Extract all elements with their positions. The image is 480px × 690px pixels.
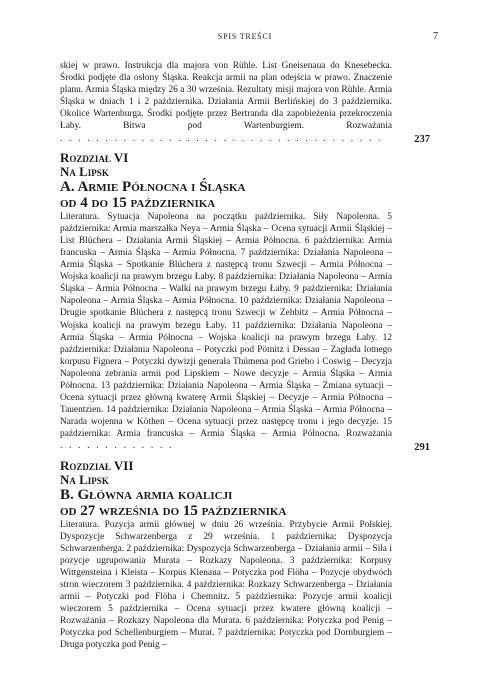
entry-text	[60, 519, 430, 652]
toc-entry	[60, 459, 430, 652]
running-header	[60, 31, 438, 46]
part-title: Na Lipsk	[60, 163, 109, 179]
section-title: B. Główna armia koalicji	[60, 486, 233, 503]
toc-entry	[60, 60, 430, 145]
date-range: od 27 września do 15 października	[60, 502, 287, 519]
chapter-heading: Rozdział VI	[60, 149, 129, 165]
entry-text	[60, 60, 430, 145]
running-title: SPIS TREŚCI	[217, 32, 273, 41]
chapter-heading: Rozdział VII	[60, 457, 134, 473]
section-title: A. Armie Północna i Śląska	[60, 178, 246, 195]
table-of-contents	[60, 60, 430, 652]
page-number: 7	[433, 31, 438, 42]
entry-description: skiej w prawo. Instrukcja dla majora von Rühle. List Gneisenaua do Knesebecka. Środki podjęte dla osłony Śląska. Reakcja armii na plan odejścia w prawo. Znaczenie planu. Armia Śląska między 26 a 30 września. Rezultaty misji majora von Rühle. Armia Śląska w dniach 1 i 2 października. Działania Armii Berlińskiej do 3 października. Okolice Wartenburga. Środki podjęte przez Bertranda dla zapobieżenia przekroczenia Łaby. Bitwa pod Wartenburgiem. Rozważania	[60, 61, 392, 132]
entry-page-number: 237	[414, 133, 430, 145]
entry-text	[60, 211, 430, 453]
leader-dots: . . . . . . . . . . . . . . . . . . . . . . . . . . . . . . . . . . . .	[60, 133, 383, 144]
entry-page-number: 291	[414, 441, 430, 453]
leader-dots: . . . . . . . . . . . . .	[60, 441, 174, 452]
entry-description: Literatura. Sytuacja Napoleona na początku października. Siły Napoleona. 5 października: Armia marszałka Neya – Armia Śląska – Ocena sytuacji Armii Śląskiej – List Blüchera – Działania Armii Śląskiej – Armia Północna. 6 października: Armia francuska – Armia Śląska – Armia Północna. 7 października: Działania Napoleona – Armia Śląska – Spotkanie Blüchera z następcą tronu Szwecji – Armia Północna – Wojska koalicji na prawym brzegu Łaby. 8 października: Działania Napoleona – Armia Śląska – Armia Północna – Walki na prawym brzegu Łaby. 9 października: Działania Napoleona – Armia Śląska – Armia Północna. 10 października: Działania Napoleona – Drugie spotkanie Blüchera z następcą tronu Szwecji w Zehbitz – Armia Północna – Wojska koalicji na prawym brzegu Łaby. 11 października: Działania Napoleona – Armia Śląska – Armia Północna – Wojska koalicji na prawym brzegu Łaby. 12 października: Działania Napoleona – Potyczki pod Pötnitz i Dessau – Zagłada lotnego korpusu Fignera – Potyczki dywizji generała Thümena pod Griebo i Coswig – Decyzja Napoleona zebrania armii pod Lipskiem – Nowe decyzje – Armia Śląska – Armia Północna. 13 października: Działania Napoleona – Armia Śląska – Zmiana sytuacji – Ocena sytuacji przez główną kwaterę Armii Śląskiej – Decyzje – Armia Północna – Tauentzien. 14 października: Działania Napoleona – Armia Śląska – Armia Północna – Narada wojenna w Köthen – Ocena sytuacji przez następcę tronu i jego decyzje. 15 października: Armia francuska – Armia Śląska – Armia Północna. Rozważania	[60, 211, 392, 440]
date-range: od 4 do 15 października	[60, 194, 216, 211]
toc-entry	[60, 151, 430, 453]
entry-description: Literatura. Pozycja armii głównej w dniu 26 września. Przybycie Armii Polskiej. Dyspozycje Schwarzenberga z 29 września. 1 października: Dyspozycja Schwarzenberga. 2 października: Dyspozycja Schwarzenberga – Działania armii – Siła i pozycje ugrupowania Murata – Rozkazy Napoleona. 3 października: Korpusy Wittgensteina i Kleista – Korpus Klenaua – Potyczka pod Flöha – Pozycje obydwóch stron wieczorem 3 października. 4 października: Rozkazy Schwarzenberga – Działania armii – Potyczki pod Flöha i Chemnitz. 5 października: Pozycje armii koalicji wieczorem 5 października – Ocena sytuacji przez kwatere główną koalicji – Rozważania – Rozkazy Napoleona dla Murata. 6 października: Potyczka pod Penig – Potyczka pod Schellenburgiem – Murat. 7 października: Potyczka pod Dornburgiem – Druga potyczka pod Penig –	[60, 519, 392, 651]
part-title: Na Lipsk	[60, 471, 109, 487]
